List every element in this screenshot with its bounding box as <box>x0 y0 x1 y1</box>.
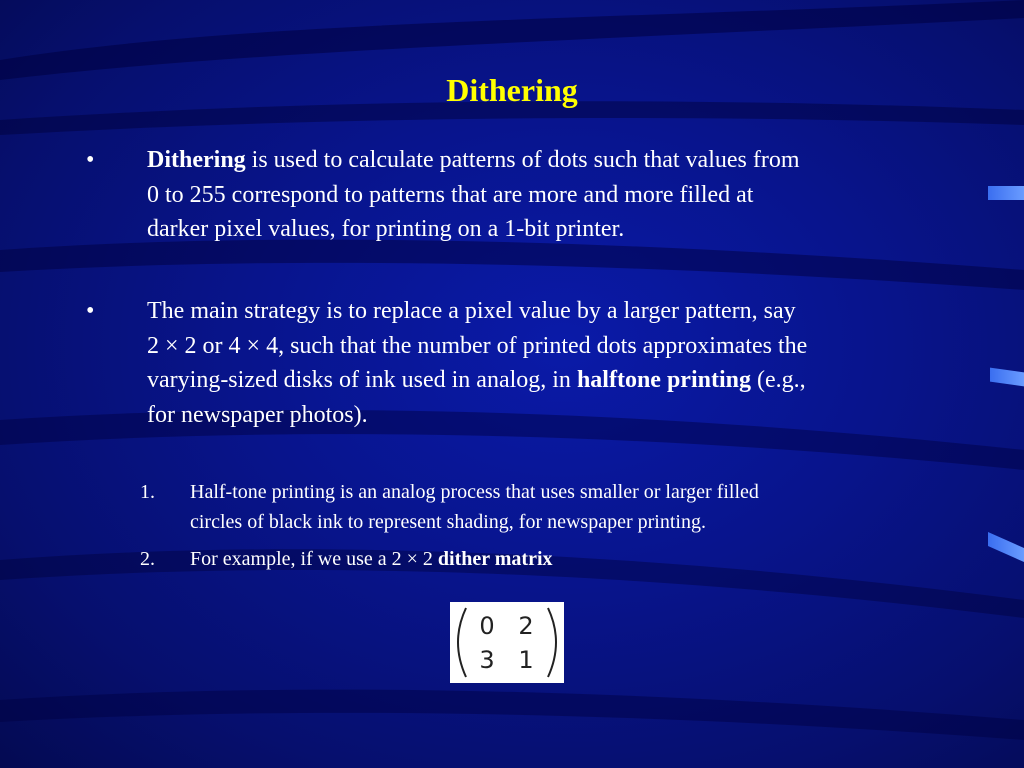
bullet-2-line-3 <box>147 363 947 398</box>
left-paren <box>458 608 466 677</box>
numbered-marker-2: 2. <box>140 548 155 570</box>
bullet-1-line-1 <box>147 143 947 178</box>
numbered-text-1 <box>190 477 950 537</box>
bullet-2-bold: halftone printing <box>576 367 751 393</box>
bullet-2-line-3-pre: varying-sized disks of ink used in analog, in <box>147 367 577 393</box>
matrix-cell: 3 <box>479 646 495 674</box>
bullet-1-line-3: darker pixel values, for printing on a 1-bit printer. <box>147 216 625 242</box>
bullet-2-line-4: for newspaper photos). <box>147 401 368 428</box>
right-paren <box>548 608 556 677</box>
bullet-2-line-3-post: (e.g., <box>750 367 806 393</box>
bullet-2-line-1: The main strategy is to replace a pixel value by a larger pattern, say <box>147 298 796 324</box>
bullet-1-line-2: 0 to 255 correspond to patterns that are more and more filled at <box>147 181 754 208</box>
numbered-marker-1: 1. <box>140 481 155 503</box>
numbered-1-line-1: Half-tone printing is an analog process that uses smaller or larger filled <box>190 481 759 503</box>
bullet-1-bold-lead: Dithering <box>147 147 246 173</box>
numbered-1-line-2: circles of black ink to represent shading, for newspaper printing. <box>190 511 706 533</box>
bullet-2-line-2: 2 × 2 or 4 × 4, such that the number of printed dots approximates the <box>147 332 808 359</box>
bullet-marker: • <box>86 147 95 173</box>
matrix-cell: 1 <box>518 646 534 674</box>
matrix-cell: 0 <box>479 612 495 640</box>
matrix-cell: 2 <box>518 612 534 640</box>
bullet-text-1 <box>147 143 947 247</box>
dither-matrix-svg <box>450 602 564 683</box>
numbered-2-text-pre: For example, if we use a 2 × 2 <box>190 548 438 570</box>
bullet-1-line-1-rest: is used to calculate patterns of dots such that values from <box>245 147 800 173</box>
decorative-bar <box>988 186 1024 200</box>
slide-title: Dithering <box>446 72 578 108</box>
dither-matrix-image <box>450 602 564 683</box>
numbered-2-bold: dither matrix <box>437 548 553 570</box>
bullet-marker: • <box>86 298 95 324</box>
numbered-text-2 <box>190 544 950 574</box>
bullet-text-2 <box>147 294 947 432</box>
